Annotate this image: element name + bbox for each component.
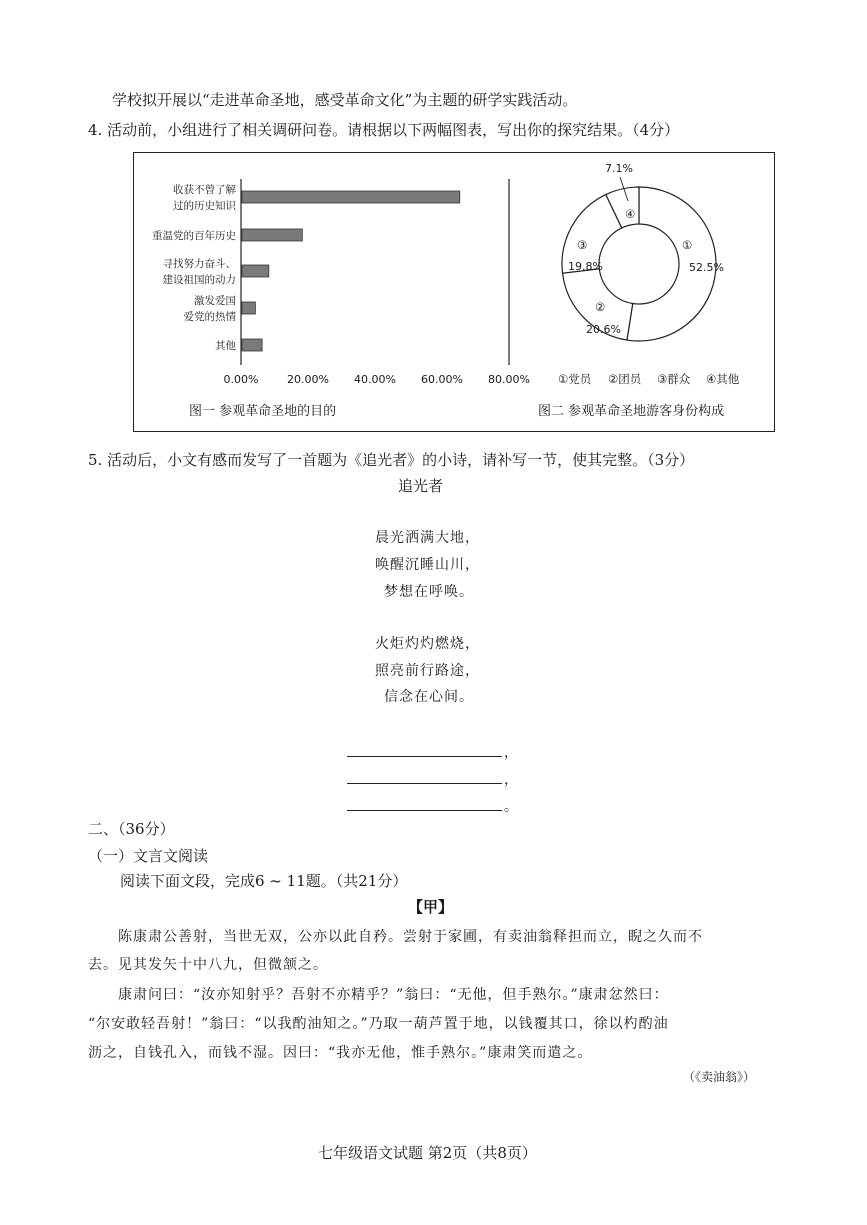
category-label: 寻找努力奋斗、 bbox=[162, 258, 236, 270]
x-tick-label: 20.00% bbox=[287, 373, 329, 386]
chart-title: 图二 参观革命圣地游客身份构成 bbox=[538, 404, 725, 419]
section-heading: 二、（36分） bbox=[88, 820, 175, 838]
answer-blank[interactable] bbox=[347, 792, 502, 811]
slice-key: ③ bbox=[577, 238, 588, 252]
blank-punct: ， bbox=[504, 745, 518, 761]
category-label: 重温党的百年历史 bbox=[152, 230, 236, 242]
poem-line: 信念在心间。 bbox=[384, 689, 474, 705]
intro-line: 学校拟开展以“走进革命圣地，感受革命文化”为主题的研学实践活动。 bbox=[112, 91, 578, 109]
chart-title: 图一 参观革命圣地的目的 bbox=[189, 404, 337, 419]
poem-line: 晨光洒满大地， bbox=[375, 530, 480, 546]
legend-item: ④其他 bbox=[706, 372, 740, 386]
slice-key: ② bbox=[595, 300, 606, 314]
passage-line: 康肃问曰：“汝亦知射乎？吾射不亦精乎？”翁曰：“无他，但手熟尔。”康肃忿然曰： bbox=[118, 987, 669, 1003]
slice-value-label: 52.5% bbox=[689, 261, 724, 274]
passage-line: 沥之，自钱孔入，而钱不湿。因曰：“我亦无他，惟手熟尔。”康肃笑而遣之。 bbox=[88, 1045, 593, 1061]
reading-instruction: 阅读下面文段，完成6 ~ 11题。（共21分） bbox=[120, 872, 408, 890]
bar-2 bbox=[242, 265, 269, 277]
bar-1 bbox=[242, 229, 302, 241]
poem-line: 照亮前行路途， bbox=[375, 663, 480, 679]
category-label: 其他 bbox=[215, 340, 236, 352]
category-label: 爱党的热情 bbox=[183, 311, 236, 323]
charts-svg bbox=[134, 153, 776, 433]
question-5: 5. 活动后，小文有感而发写了一首题为《追光者》的小诗，请补写一节，使其完整。（3分） bbox=[88, 451, 695, 469]
legend-item: ②团员 bbox=[608, 372, 642, 386]
poem-line: 火炬灼灼燃烧， bbox=[375, 636, 480, 652]
passage-line: 去。见其发矢十中八九，但微颔之。 bbox=[88, 957, 328, 973]
blank-punct: 。 bbox=[504, 799, 518, 815]
slice-value-label: 7.1% bbox=[605, 162, 633, 175]
x-tick-label: 60.00% bbox=[421, 373, 463, 386]
bar-3 bbox=[242, 302, 255, 314]
bar-0 bbox=[242, 191, 460, 203]
category-label: 建设祖国的动力 bbox=[162, 274, 236, 286]
x-tick-label: 80.00% bbox=[488, 373, 530, 386]
poem-title: 追光者 bbox=[398, 477, 444, 495]
slice-value-label: 20.6% bbox=[586, 323, 621, 336]
passage-line: “尔安敢轻吾射！”翁曰：“以我酌油知之。”乃取一葫芦置于地，以钱覆其口，徐以杓酌油 bbox=[88, 1016, 669, 1032]
slice-value-label: 19.8% bbox=[568, 260, 603, 273]
blank-punct: ， bbox=[504, 772, 518, 788]
category-label: 收获不曾了解 bbox=[173, 184, 236, 196]
x-tick-label: 40.00% bbox=[354, 373, 396, 386]
x-tick-label: 0.00% bbox=[223, 373, 259, 386]
category-label: 过的历史知识 bbox=[173, 200, 236, 212]
poem-line: 唤醒沉睡山川， bbox=[375, 557, 480, 573]
chart-figure-box bbox=[133, 152, 775, 432]
page-footer: 七年级语文试题 第2页（共8页） bbox=[318, 1144, 537, 1162]
passage-line: 陈康肃公善射，当世无双，公亦以此自矜。尝射于家圃，有卖油翁释担而立，睨之久而不 bbox=[118, 929, 703, 945]
passage-source: （《卖油翁》） bbox=[683, 1070, 756, 1084]
bar-4 bbox=[242, 339, 262, 351]
question-4: 4. 活动前，小组进行了相关调研问卷。请根据以下两幅图表，写出你的探究结果。（4分） bbox=[88, 121, 680, 139]
category-label: 激发爱国 bbox=[194, 295, 236, 307]
slice-key: ① bbox=[682, 238, 693, 252]
legend-item: ①党员 bbox=[558, 372, 592, 386]
poem-line: 梦想在呼唤。 bbox=[384, 584, 474, 600]
answer-blank[interactable] bbox=[347, 738, 502, 757]
subsection-heading: （一）文言文阅读 bbox=[88, 847, 209, 865]
slice-key: ④ bbox=[625, 207, 636, 221]
answer-blank[interactable] bbox=[347, 765, 502, 784]
legend-item: ③群众 bbox=[657, 372, 691, 386]
passage-title: 【甲】 bbox=[408, 898, 454, 916]
